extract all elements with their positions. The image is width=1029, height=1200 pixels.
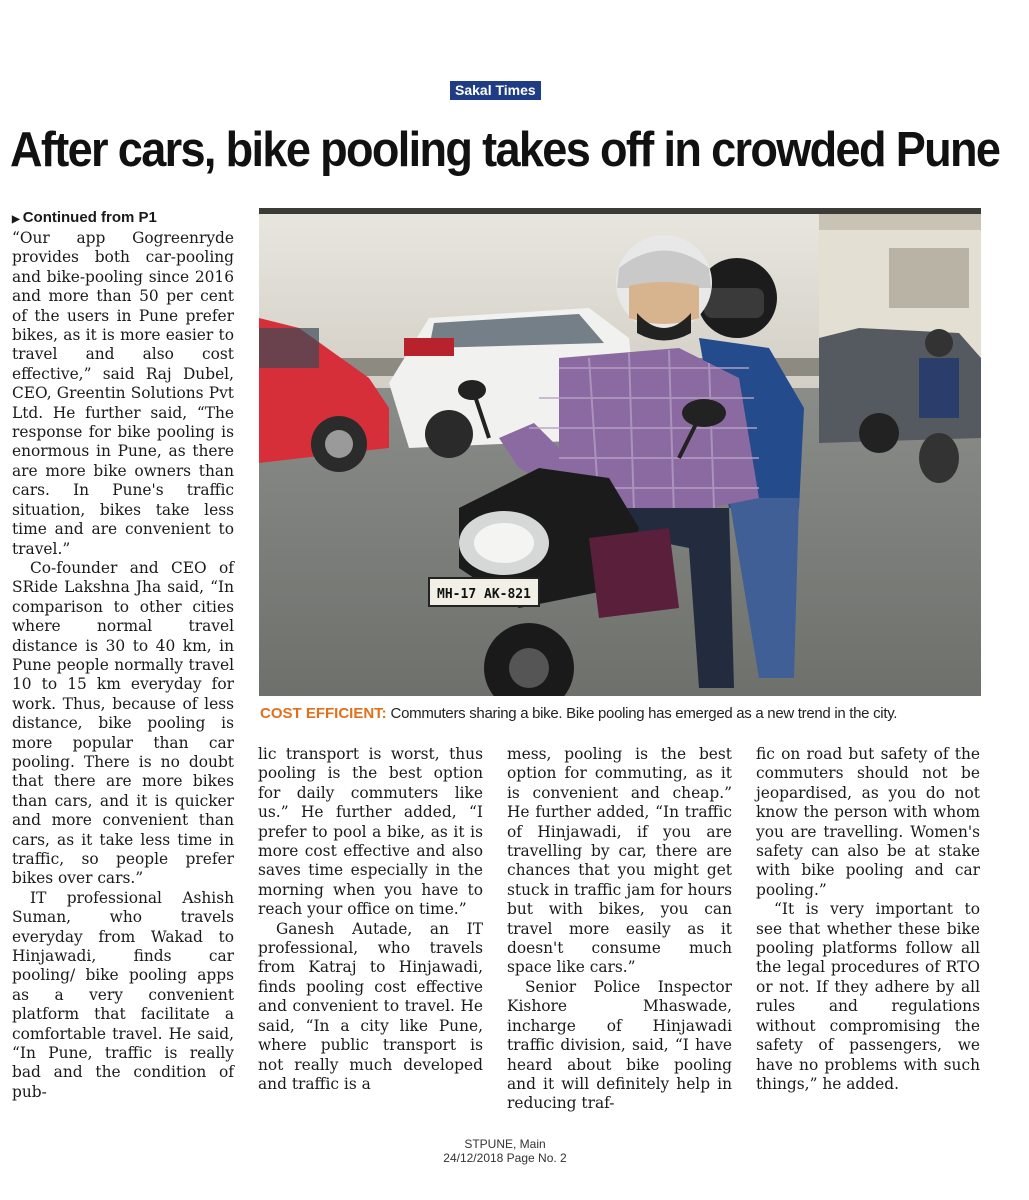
paragraph: IT professional Ashish Suman, who travels everyday from Wakad to Hinjawadi, finds car pooling/ bike pooling apps as a very convenient platform that facilitate a comfortable travel. He said, “In Pune, traffic is really bad and the condition of pub- xyxy=(12,888,234,1101)
triangle-right-icon: ▶ xyxy=(12,214,20,225)
caption-text: Commuters sharing a bike. Bike pooling has emerged as a new trend in the city. xyxy=(390,705,898,722)
license-plate: MH-17 AK-821 xyxy=(437,587,531,602)
paragraph: fic on road but safety of the commuters should not be jeopardised, as you do not know the person with whom you are travelling. Women's safety can also be at stake with bike pooling and car pooling.” xyxy=(756,745,980,899)
continued-marker xyxy=(12,208,234,229)
paragraph: mess, pooling is the best option for commuting, as it is convenient and cheap.” He further added, “In traffic of Hinjawadi, if you are travelling by car, there are chances that you might get stuck in traffic jam for hours but with bikes, you can travel more easily as it doesn't consume much space like cars.” xyxy=(507,745,732,977)
article-column-1 xyxy=(12,208,234,1102)
continued-label: Continued from P1 xyxy=(22,209,157,226)
article-column-2 xyxy=(258,745,483,1094)
article-column-3 xyxy=(507,745,732,1114)
bike-riders-photo xyxy=(259,208,981,696)
paragraph: “Our app Gogreenryde provides both car-pooling and bike-pooling since 2016 and more than 50 per cent of the users in Pune prefer bikes, as it is more easier to travel and also cost effective,” said Raj Dubel, CEO, Greentin Solutions Pvt Ltd. He further said, “The response for bike pooling is enormous in Pune, as there are more bike owners than cars. In Pune's traffic situation, bikes take less time and are convenient to travel.” xyxy=(12,229,234,558)
headline: After cars, bike pooling takes off in crowded Pune xyxy=(10,123,1000,177)
caption-label: COST EFFICIENT: xyxy=(260,705,387,722)
masthead-logo: Sakal Times xyxy=(450,81,541,100)
page-footer xyxy=(400,1137,610,1165)
paragraph: Co-founder and CEO of SRide Lakshna Jha said, “In comparison to other cities where normal travel distance is 30 to 40 km, in Pune people normally travel 10 to 15 km everyday for work. Thus, because of less distance, bike pooling is more popular than car pooling. There is no doubt that there are more bikes than cars, and it is quicker and more convenient than cars, as it take less time in traffic, so people prefer bikes over cars.” xyxy=(12,558,234,888)
paragraph: lic transport is worst, thus pooling is the best option for daily commuters like us.” He further added, “I prefer to pool a bike, as it is more cost effective and also saves time especially in the morning when you have to reach your office on time.” xyxy=(258,745,483,919)
photo-caption xyxy=(260,705,980,722)
paragraph: Senior Police Inspector Kishore Mhaswade, incharge of Hinjawadi traffic division, said, “I have heard about bike pooling and it will definitely help in reducing traf- xyxy=(507,977,732,1113)
article-column-4 xyxy=(756,745,980,1094)
edition-label: STPUNE, Main xyxy=(464,1137,546,1151)
paragraph: Ganesh Autade, an IT professional, who travels from Katraj to Hinjawadi, finds pooling cost effective and convenient to travel. He said, “In a city like Pune, where public transport is not really much developed and traffic is a xyxy=(258,919,483,1093)
article-photo xyxy=(259,208,981,696)
paragraph: “It is very important to see that whether these bike pooling platforms follow all the legal procedures of RTO or not. If they adhere by all rules and regulations without compromising the safety of passengers, we have no problems with such things,” he added. xyxy=(756,900,980,1093)
date-page-label: 24/12/2018 Page No. 2 xyxy=(443,1151,567,1165)
